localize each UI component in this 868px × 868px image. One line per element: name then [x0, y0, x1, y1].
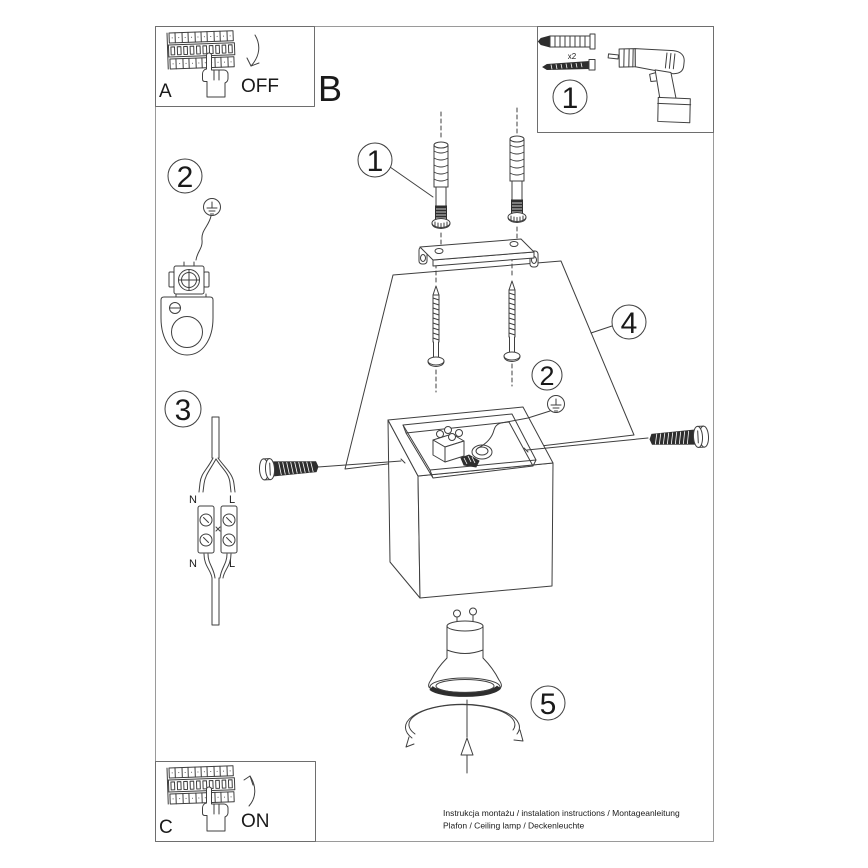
step-circle-earth-left [168, 159, 202, 194]
side-screw-right [527, 426, 709, 450]
svg-text:1: 1 [366, 145, 384, 178]
step-circle-parts [553, 80, 587, 115]
step-circle-wiring [165, 391, 201, 427]
step-earth-left [161, 159, 221, 355]
mounting-screw-left [428, 286, 444, 367]
step-circle-ceiling [591, 305, 646, 340]
panel-a-box [156, 27, 315, 107]
mounting-plate [161, 297, 213, 355]
svg-text:1: 1 [561, 82, 579, 115]
svg-text:4: 4 [620, 307, 638, 340]
label-n-top: N [189, 494, 197, 506]
footer-line2: Plafon / Ceiling lamp / Deckenleuchte [443, 820, 585, 831]
gu10-bulb [429, 608, 502, 696]
svg-text:3: 3 [174, 394, 192, 427]
breaker-panel-icon [167, 31, 235, 69]
earth-symbol-icon [548, 396, 565, 413]
wall-anchor-left [432, 142, 450, 229]
breaker-panel-icon [167, 766, 235, 804]
step-wiring [165, 391, 237, 625]
anchor-quantity: x2 [567, 52, 577, 61]
panel-a-action: OFF [241, 76, 279, 97]
cube-luminaire [388, 407, 553, 598]
label-l-top: L [228, 494, 236, 506]
side-screw-left [259, 456, 401, 480]
svg-text:2: 2 [539, 361, 555, 391]
terminal-clamp [169, 262, 209, 297]
panel-c-box [156, 762, 316, 842]
earth-wire [196, 216, 211, 260]
parts-box [538, 27, 714, 133]
footer [443, 808, 680, 831]
rotation-arrow-icon [405, 704, 523, 747]
label-l-bottom: L [228, 558, 236, 570]
wall-anchor-right [508, 136, 526, 223]
panel-a-label: A [159, 81, 172, 102]
footer-line1: Instrukcja montażu / instalation instructions / Montageanleitung [443, 808, 680, 818]
svg-text:2: 2 [176, 161, 194, 194]
arrow-up-icon [461, 700, 473, 773]
step-circle-earth-cube [532, 360, 565, 413]
ceiling-bracket [419, 239, 538, 267]
step-circle-bulb [531, 686, 565, 721]
svg-text:5: 5 [539, 688, 557, 721]
panel-c-label: C [159, 817, 173, 838]
step-circle-anchors [358, 143, 433, 197]
terminal-block [433, 427, 464, 463]
panel-c-action: ON [241, 811, 270, 832]
mounting-screw-right [504, 281, 520, 362]
earth-symbol-icon [204, 199, 221, 216]
label-n-bottom: N [189, 558, 197, 570]
wiring-diagram [189, 417, 237, 625]
main-assembly [259, 108, 709, 773]
section-b-label: B [318, 68, 343, 109]
